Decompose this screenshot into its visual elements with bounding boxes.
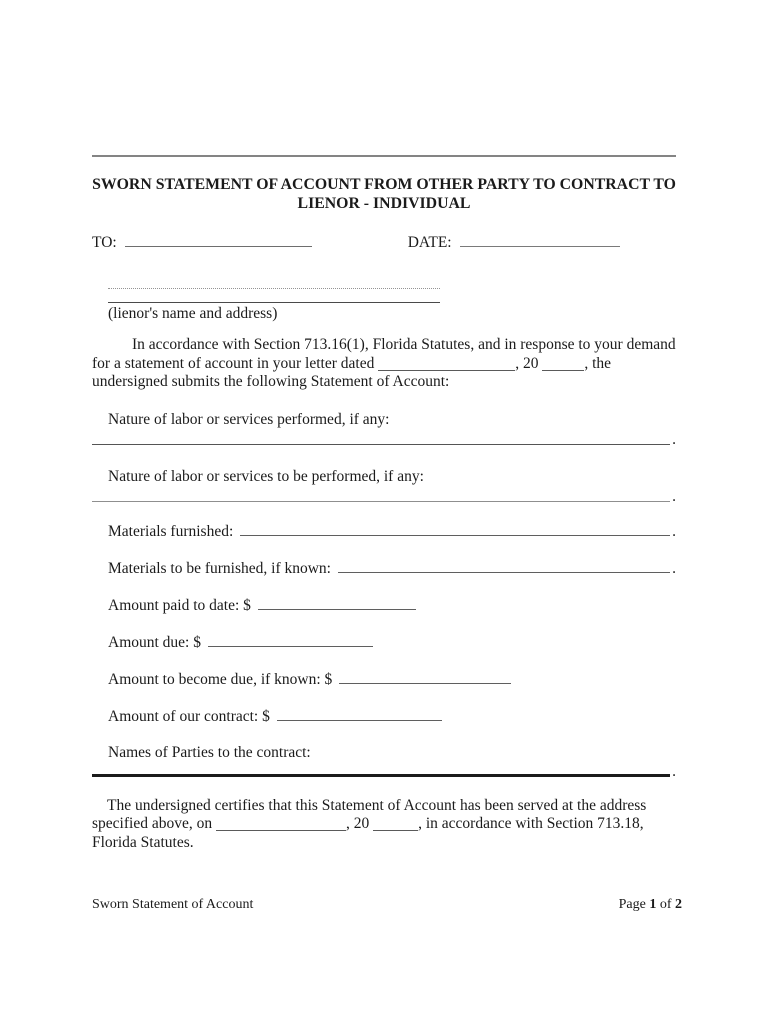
amount-paid-item [92, 596, 676, 615]
lienor-caption: (lienor's name and address) [108, 305, 278, 322]
title-line-1: SWORN STATEMENT OF ACCOUNT FROM OTHER PARTY TO CONTRACT TO [92, 176, 676, 193]
certify-text-1: The undersigned certifies that this Statement of Account has been served at the address specified above, on [92, 796, 647, 832]
to-label: TO: [92, 234, 117, 251]
amount-to-become-due-label: Amount to become due, if known: $ [108, 670, 333, 688]
document-title [92, 175, 676, 213]
date-label: DATE: [407, 234, 452, 251]
line-period: . [672, 559, 676, 577]
blank-rule [92, 774, 670, 777]
materials-furnished-blank [240, 522, 670, 536]
to-field [92, 233, 312, 252]
document-content [92, 0, 676, 852]
labor-performed-item [92, 411, 676, 429]
line-period: . [672, 430, 676, 448]
labor-performed-label: Nature of labor or services performed, if any: [108, 410, 390, 428]
footer-page-word: Page [618, 897, 646, 912]
line-period: . [672, 762, 676, 780]
amount-due-label: Amount due: $ [108, 633, 201, 651]
certification-paragraph [92, 797, 676, 853]
date-blank-line [460, 233, 620, 247]
names-of-parties-item [92, 744, 676, 762]
amount-paid-label: Amount paid to date: $ [108, 596, 251, 614]
labor-to-be-performed-item [92, 468, 676, 486]
footer-of-word: of [659, 897, 672, 912]
footer-page-indicator [619, 896, 682, 913]
page-footer [92, 896, 682, 913]
line-period: . [672, 487, 676, 505]
intro-text-2: , 20 [515, 354, 543, 372]
amount-due-item [92, 633, 676, 652]
materials-to-be-furnished-item [92, 559, 676, 578]
amount-of-contract-item [92, 707, 676, 726]
to-date-row [92, 233, 676, 252]
intro-text-3: , the undersigned submits the following Statement of Account: [92, 354, 612, 390]
certify-text-3: , in accordance with Section 713.18, Florida Statutes. [92, 815, 644, 851]
letter-year-blank [542, 357, 584, 371]
labor-performed-blank-line [92, 430, 676, 448]
date-field [408, 233, 620, 252]
to-blank-line [125, 233, 312, 247]
served-date-blank [216, 817, 346, 831]
amount-to-become-due-blank [339, 670, 511, 684]
lienor-address-blank-line [108, 302, 440, 303]
header-rule [92, 155, 676, 157]
certify-text-2: , 20 [345, 815, 374, 832]
materials-to-be-furnished-label: Materials to be furnished, if known: [108, 559, 331, 577]
lienor-name-blank-line [108, 288, 440, 289]
materials-to-be-furnished-blank [338, 559, 670, 573]
blank-rule [92, 501, 670, 502]
amount-of-contract-label: Amount of our contract: $ [108, 707, 270, 725]
blank-rule [92, 444, 670, 445]
labor-to-be-performed-blank-line [92, 487, 676, 505]
names-of-parties-label: Names of Parties to the contract: [108, 743, 311, 761]
footer-document-name: Sworn Statement of Account [92, 897, 254, 912]
footer-page-total: 2 [675, 897, 682, 912]
names-of-parties-blank-line [92, 762, 676, 780]
amount-paid-blank [258, 596, 416, 610]
materials-furnished-label: Materials furnished: [108, 522, 234, 540]
materials-furnished-item [92, 522, 676, 541]
letter-date-blank [378, 357, 515, 371]
title-line-2: LIENOR - INDIVIDUAL [297, 195, 471, 212]
footer-page-number: 1 [649, 897, 657, 912]
amount-due-blank [208, 633, 373, 647]
intro-text-1: In accordance with Section 713.16(1), Florida Statutes, and in response to your demand for a statement of account in your letter dated [92, 336, 676, 372]
labor-to-be-performed-label: Nature of labor or services to be performed, if any: [108, 467, 424, 485]
amount-of-contract-blank [277, 707, 442, 721]
amount-to-become-due-item [92, 670, 676, 689]
line-period: . [672, 522, 676, 540]
intro-paragraph [92, 336, 676, 392]
served-year-blank [373, 817, 418, 831]
